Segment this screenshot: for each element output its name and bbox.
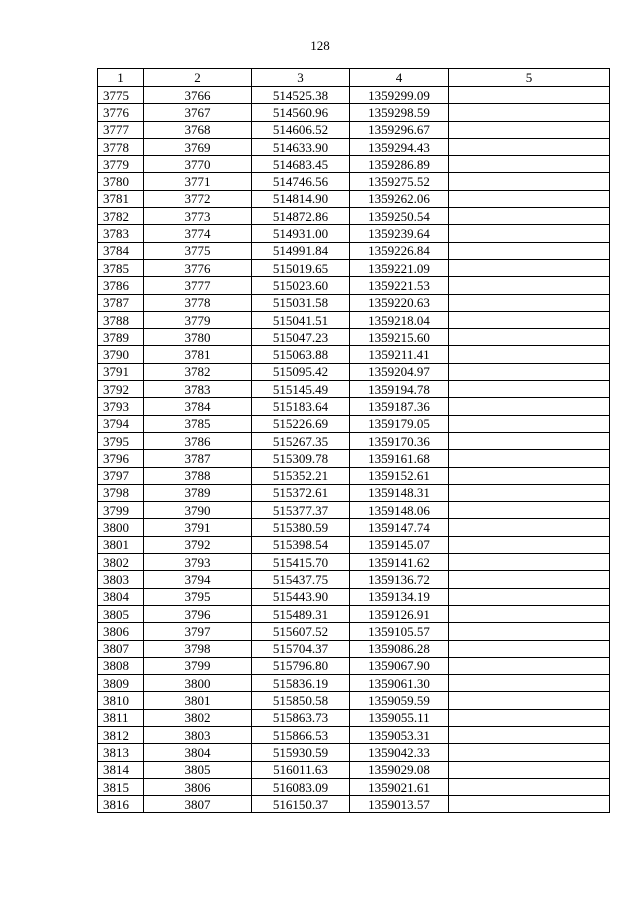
table-row [98, 467, 610, 484]
table-row [98, 657, 610, 674]
x-coordinate-cell: 515019.65 [252, 259, 350, 276]
point-number-cell: 3789 [144, 484, 252, 501]
x-coordinate-cell: 515796.80 [252, 657, 350, 674]
note-cell [449, 692, 610, 709]
point-number-cell: 3781 [144, 346, 252, 363]
table-row [98, 536, 610, 553]
point-number-cell: 3794 [144, 571, 252, 588]
y-coordinate-cell: 1359170.36 [350, 432, 449, 449]
table-row [98, 311, 610, 328]
y-coordinate-cell: 1359067.90 [350, 657, 449, 674]
x-coordinate-cell: 515380.59 [252, 519, 350, 536]
point-number-cell: 3802 [144, 709, 252, 726]
row-number-cell: 3784 [98, 242, 144, 259]
point-number-cell: 3782 [144, 363, 252, 380]
x-coordinate-cell: 515183.64 [252, 398, 350, 415]
point-number-cell: 3785 [144, 415, 252, 432]
y-coordinate-cell: 1359055.11 [350, 709, 449, 726]
note-cell [449, 484, 610, 501]
point-number-cell: 3783 [144, 381, 252, 398]
note-cell [449, 87, 610, 104]
row-number-cell: 3815 [98, 778, 144, 795]
x-coordinate-cell: 515372.61 [252, 484, 350, 501]
row-number-cell: 3807 [98, 640, 144, 657]
y-coordinate-cell: 1359187.36 [350, 398, 449, 415]
note-cell [449, 156, 610, 173]
table-row [98, 87, 610, 104]
x-coordinate-cell: 515443.90 [252, 588, 350, 605]
note-cell [449, 796, 610, 813]
y-coordinate-cell: 1359141.62 [350, 554, 449, 571]
y-coordinate-cell: 1359136.72 [350, 571, 449, 588]
point-number-cell: 3780 [144, 329, 252, 346]
x-coordinate-cell: 514991.84 [252, 242, 350, 259]
table-row [98, 605, 610, 622]
row-number-cell: 3791 [98, 363, 144, 380]
point-number-cell: 3792 [144, 536, 252, 553]
table-row [98, 450, 610, 467]
y-coordinate-cell: 1359275.52 [350, 173, 449, 190]
y-coordinate-cell: 1359220.63 [350, 294, 449, 311]
row-number-cell: 3778 [98, 138, 144, 155]
x-coordinate-cell: 514931.00 [252, 225, 350, 242]
row-number-cell: 3785 [98, 259, 144, 276]
point-number-cell: 3775 [144, 242, 252, 259]
note-cell [449, 329, 610, 346]
note-cell [449, 398, 610, 415]
note-cell [449, 173, 610, 190]
y-coordinate-cell: 1359296.67 [350, 121, 449, 138]
y-coordinate-cell: 1359294.43 [350, 138, 449, 155]
table-row [98, 225, 610, 242]
point-number-cell: 3767 [144, 104, 252, 121]
table-row [98, 259, 610, 276]
x-coordinate-cell: 514746.56 [252, 173, 350, 190]
note-cell [449, 346, 610, 363]
x-coordinate-cell: 514872.86 [252, 208, 350, 225]
table-row [98, 432, 610, 449]
table-row [98, 156, 610, 173]
x-coordinate-cell: 515095.42 [252, 363, 350, 380]
table-row [98, 138, 610, 155]
note-cell [449, 744, 610, 761]
table-row [98, 415, 610, 432]
x-coordinate-cell: 515866.53 [252, 726, 350, 743]
note-cell [449, 675, 610, 692]
x-coordinate-cell: 514633.90 [252, 138, 350, 155]
point-number-cell: 3799 [144, 657, 252, 674]
note-cell [449, 138, 610, 155]
point-number-cell: 3806 [144, 778, 252, 795]
row-number-cell: 3799 [98, 502, 144, 519]
table-row [98, 104, 610, 121]
point-number-cell: 3803 [144, 726, 252, 743]
column-header-2: 2 [144, 69, 252, 87]
x-coordinate-cell: 515437.75 [252, 571, 350, 588]
y-coordinate-cell: 1359221.09 [350, 259, 449, 276]
table-row [98, 675, 610, 692]
table-row [98, 640, 610, 657]
y-coordinate-cell: 1359148.06 [350, 502, 449, 519]
note-cell [449, 588, 610, 605]
row-number-cell: 3802 [98, 554, 144, 571]
note-cell [449, 381, 610, 398]
table-row [98, 502, 610, 519]
table-row [98, 363, 610, 380]
y-coordinate-cell: 1359298.59 [350, 104, 449, 121]
point-number-cell: 3779 [144, 311, 252, 328]
table-row [98, 329, 610, 346]
x-coordinate-cell: 515226.69 [252, 415, 350, 432]
point-number-cell: 3768 [144, 121, 252, 138]
x-coordinate-cell: 516083.09 [252, 778, 350, 795]
row-number-cell: 3797 [98, 467, 144, 484]
point-number-cell: 3791 [144, 519, 252, 536]
x-coordinate-cell: 515398.54 [252, 536, 350, 553]
y-coordinate-cell: 1359221.53 [350, 277, 449, 294]
table-row [98, 121, 610, 138]
y-coordinate-cell: 1359299.09 [350, 87, 449, 104]
table-row [98, 294, 610, 311]
table-row [98, 796, 610, 813]
point-number-cell: 3786 [144, 432, 252, 449]
table-row [98, 381, 610, 398]
x-coordinate-cell: 514525.38 [252, 87, 350, 104]
x-coordinate-cell: 515607.52 [252, 623, 350, 640]
x-coordinate-cell: 515041.51 [252, 311, 350, 328]
x-coordinate-cell: 514560.96 [252, 104, 350, 121]
note-cell [449, 104, 610, 121]
point-number-cell: 3772 [144, 190, 252, 207]
table-row [98, 242, 610, 259]
x-coordinate-cell: 515850.58 [252, 692, 350, 709]
note-cell [449, 208, 610, 225]
row-number-cell: 3788 [98, 311, 144, 328]
point-number-cell: 3797 [144, 623, 252, 640]
column-header-4: 4 [350, 69, 449, 87]
row-number-cell: 3796 [98, 450, 144, 467]
x-coordinate-cell: 516011.63 [252, 761, 350, 778]
note-cell [449, 761, 610, 778]
y-coordinate-cell: 1359211.41 [350, 346, 449, 363]
table-row [98, 623, 610, 640]
note-cell [449, 415, 610, 432]
table-row [98, 173, 610, 190]
note-cell [449, 242, 610, 259]
x-coordinate-cell: 515415.70 [252, 554, 350, 571]
point-number-cell: 3773 [144, 208, 252, 225]
point-number-cell: 3771 [144, 173, 252, 190]
point-number-cell: 3777 [144, 277, 252, 294]
table-row [98, 692, 610, 709]
row-number-cell: 3813 [98, 744, 144, 761]
x-coordinate-cell: 515145.49 [252, 381, 350, 398]
table-row [98, 484, 610, 501]
x-coordinate-cell: 515309.78 [252, 450, 350, 467]
table-row [98, 190, 610, 207]
column-header-1: 1 [98, 69, 144, 87]
y-coordinate-cell: 1359105.57 [350, 623, 449, 640]
note-cell [449, 709, 610, 726]
x-coordinate-cell: 515489.31 [252, 605, 350, 622]
table-row [98, 726, 610, 743]
note-cell [449, 190, 610, 207]
row-number-cell: 3811 [98, 709, 144, 726]
table-row [98, 519, 610, 536]
note-cell [449, 778, 610, 795]
row-number-cell: 3781 [98, 190, 144, 207]
y-coordinate-cell: 1359226.84 [350, 242, 449, 259]
note-cell [449, 363, 610, 380]
row-number-cell: 3787 [98, 294, 144, 311]
row-number-cell: 3800 [98, 519, 144, 536]
note-cell [449, 536, 610, 553]
note-cell [449, 605, 610, 622]
note-cell [449, 121, 610, 138]
y-coordinate-cell: 1359239.64 [350, 225, 449, 242]
row-number-cell: 3814 [98, 761, 144, 778]
y-coordinate-cell: 1359061.30 [350, 675, 449, 692]
y-coordinate-cell: 1359250.54 [350, 208, 449, 225]
point-number-cell: 3796 [144, 605, 252, 622]
row-number-cell: 3786 [98, 277, 144, 294]
point-number-cell: 3807 [144, 796, 252, 813]
row-number-cell: 3801 [98, 536, 144, 553]
y-coordinate-cell: 1359262.06 [350, 190, 449, 207]
x-coordinate-cell: 514814.90 [252, 190, 350, 207]
y-coordinate-cell: 1359029.08 [350, 761, 449, 778]
table-row [98, 277, 610, 294]
table-row [98, 398, 610, 415]
point-number-cell: 3801 [144, 692, 252, 709]
note-cell [449, 277, 610, 294]
row-number-cell: 3816 [98, 796, 144, 813]
table-row [98, 588, 610, 605]
row-number-cell: 3789 [98, 329, 144, 346]
x-coordinate-cell: 515863.73 [252, 709, 350, 726]
column-header-3: 3 [252, 69, 350, 87]
y-coordinate-cell: 1359059.59 [350, 692, 449, 709]
point-number-cell: 3790 [144, 502, 252, 519]
table-body [98, 87, 610, 813]
row-number-cell: 3795 [98, 432, 144, 449]
point-number-cell: 3774 [144, 225, 252, 242]
row-number-cell: 3790 [98, 346, 144, 363]
x-coordinate-cell: 515704.37 [252, 640, 350, 657]
row-number-cell: 3780 [98, 173, 144, 190]
x-coordinate-cell: 515930.59 [252, 744, 350, 761]
y-coordinate-cell: 1359126.91 [350, 605, 449, 622]
table-row [98, 778, 610, 795]
point-number-cell: 3766 [144, 87, 252, 104]
point-number-cell: 3770 [144, 156, 252, 173]
y-coordinate-cell: 1359145.07 [350, 536, 449, 553]
point-number-cell: 3778 [144, 294, 252, 311]
table-row [98, 709, 610, 726]
x-coordinate-cell: 516150.37 [252, 796, 350, 813]
note-cell [449, 571, 610, 588]
table-row [98, 208, 610, 225]
y-coordinate-cell: 1359147.74 [350, 519, 449, 536]
note-cell [449, 450, 610, 467]
row-number-cell: 3805 [98, 605, 144, 622]
y-coordinate-cell: 1359218.04 [350, 311, 449, 328]
y-coordinate-cell: 1359148.31 [350, 484, 449, 501]
y-coordinate-cell: 1359286.89 [350, 156, 449, 173]
note-cell [449, 726, 610, 743]
note-cell [449, 311, 610, 328]
note-cell [449, 554, 610, 571]
point-number-cell: 3776 [144, 259, 252, 276]
point-number-cell: 3798 [144, 640, 252, 657]
point-number-cell: 3800 [144, 675, 252, 692]
x-coordinate-cell: 515267.35 [252, 432, 350, 449]
point-number-cell: 3795 [144, 588, 252, 605]
x-coordinate-cell: 515836.19 [252, 675, 350, 692]
x-coordinate-cell: 515352.21 [252, 467, 350, 484]
row-number-cell: 3793 [98, 398, 144, 415]
note-cell [449, 657, 610, 674]
table-row [98, 554, 610, 571]
row-number-cell: 3779 [98, 156, 144, 173]
table-row [98, 761, 610, 778]
point-number-cell: 3788 [144, 467, 252, 484]
row-number-cell: 3792 [98, 381, 144, 398]
note-cell [449, 502, 610, 519]
note-cell [449, 519, 610, 536]
point-number-cell: 3787 [144, 450, 252, 467]
row-number-cell: 3806 [98, 623, 144, 640]
table-row [98, 346, 610, 363]
row-number-cell: 3812 [98, 726, 144, 743]
table-row [98, 571, 610, 588]
note-cell [449, 467, 610, 484]
y-coordinate-cell: 1359152.61 [350, 467, 449, 484]
table-header-row [98, 69, 610, 87]
note-cell [449, 259, 610, 276]
y-coordinate-cell: 1359042.33 [350, 744, 449, 761]
page-number: 128 [310, 38, 330, 53]
y-coordinate-cell: 1359021.61 [350, 778, 449, 795]
x-coordinate-cell: 514683.45 [252, 156, 350, 173]
y-coordinate-cell: 1359161.68 [350, 450, 449, 467]
row-number-cell: 3775 [98, 87, 144, 104]
row-number-cell: 3808 [98, 657, 144, 674]
row-number-cell: 3810 [98, 692, 144, 709]
x-coordinate-cell: 515023.60 [252, 277, 350, 294]
y-coordinate-cell: 1359134.19 [350, 588, 449, 605]
row-number-cell: 3804 [98, 588, 144, 605]
note-cell [449, 640, 610, 657]
point-number-cell: 3805 [144, 761, 252, 778]
point-number-cell: 3784 [144, 398, 252, 415]
row-number-cell: 3782 [98, 208, 144, 225]
coordinates-table [97, 68, 610, 813]
y-coordinate-cell: 1359215.60 [350, 329, 449, 346]
y-coordinate-cell: 1359179.05 [350, 415, 449, 432]
row-number-cell: 3798 [98, 484, 144, 501]
y-coordinate-cell: 1359194.78 [350, 381, 449, 398]
x-coordinate-cell: 515031.58 [252, 294, 350, 311]
y-coordinate-cell: 1359013.57 [350, 796, 449, 813]
note-cell [449, 623, 610, 640]
x-coordinate-cell: 515063.88 [252, 346, 350, 363]
row-number-cell: 3776 [98, 104, 144, 121]
table-row [98, 744, 610, 761]
y-coordinate-cell: 1359053.31 [350, 726, 449, 743]
note-cell [449, 294, 610, 311]
x-coordinate-cell: 515047.23 [252, 329, 350, 346]
point-number-cell: 3769 [144, 138, 252, 155]
x-coordinate-cell: 515377.37 [252, 502, 350, 519]
y-coordinate-cell: 1359204.97 [350, 363, 449, 380]
row-number-cell: 3809 [98, 675, 144, 692]
note-cell [449, 432, 610, 449]
point-number-cell: 3793 [144, 554, 252, 571]
row-number-cell: 3794 [98, 415, 144, 432]
column-header-5: 5 [449, 69, 610, 87]
point-number-cell: 3804 [144, 744, 252, 761]
row-number-cell: 3777 [98, 121, 144, 138]
row-number-cell: 3803 [98, 571, 144, 588]
x-coordinate-cell: 514606.52 [252, 121, 350, 138]
row-number-cell: 3783 [98, 225, 144, 242]
note-cell [449, 225, 610, 242]
y-coordinate-cell: 1359086.28 [350, 640, 449, 657]
